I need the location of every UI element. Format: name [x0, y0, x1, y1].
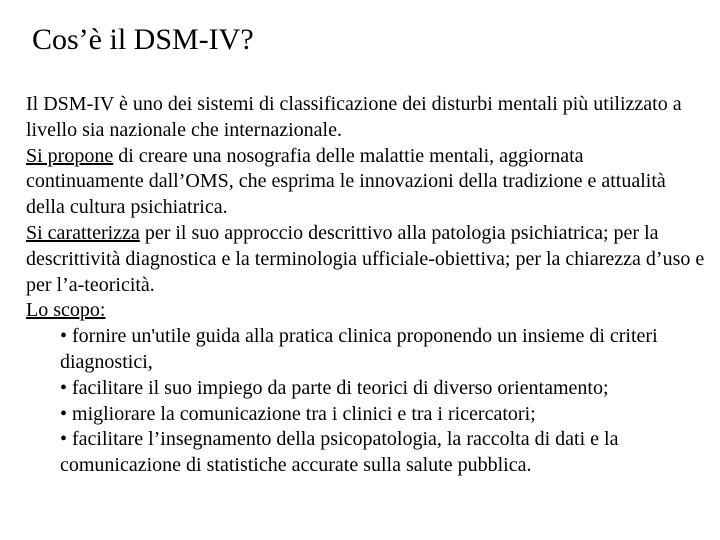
bullet-text: migliorare la comunicazione tra i clinici e tra i ricercatori; [67, 402, 536, 425]
bullet-text: facilitare l’insegnamento della psicopatologia, la raccolta di dati e la comunicazione di statistiche accurate sulla salute pubblica. [60, 428, 619, 477]
paragraph-purpose [26, 144, 706, 221]
bullet-text: facilitare il suo impiego da parte di teorici di diverso orientamento; [67, 376, 609, 399]
bullet-text: fornire un'utile guida alla pratica clinica proponendo un insieme di criteri diagnostici, [60, 325, 658, 373]
slide-title: Cos’è il DSM-IV? [32, 23, 254, 56]
paragraph-intro [26, 92, 706, 144]
paragraph-characteristics-lead: Si caratterizza [26, 221, 140, 244]
paragraph-goal-lead: Lo scopo: [26, 299, 106, 322]
paragraph-characteristics [26, 221, 706, 298]
slide-body [26, 92, 706, 479]
bullet-item [60, 427, 706, 479]
paragraph-intro-text: Il DSM-IV è uno dei sistemi di classificazione dei disturbi mentali più utilizzato a livello sia nazionale che internazionale. [26, 93, 682, 141]
goal-bullet-list [26, 324, 706, 479]
paragraph-purpose-text: di creare una nosografia delle malattie mentali, aggiornata continuamente dall’OMS, che esprima le innovazioni della tradizione e attualità della cultura psichiatrica. [26, 144, 666, 219]
bullet-dot-icon: • [60, 428, 68, 451]
bullet-item [60, 324, 706, 376]
bullet-dot-icon: • [60, 325, 68, 348]
bullet-dot-icon: • [60, 402, 68, 425]
paragraph-characteristics-text: per il suo approccio descrittivo alla patologia psichiatrica; per la descrittività diagnostica e la terminologia ufficiale-obiettiva; per la chiarezza d’uso e per l’a-teoricità. [26, 221, 705, 296]
paragraph-goal [26, 298, 706, 324]
bullet-item [60, 376, 706, 402]
bullet-dot-icon: • [60, 376, 68, 399]
bullet-item [60, 402, 706, 428]
paragraph-purpose-lead: Si propone [26, 144, 114, 167]
